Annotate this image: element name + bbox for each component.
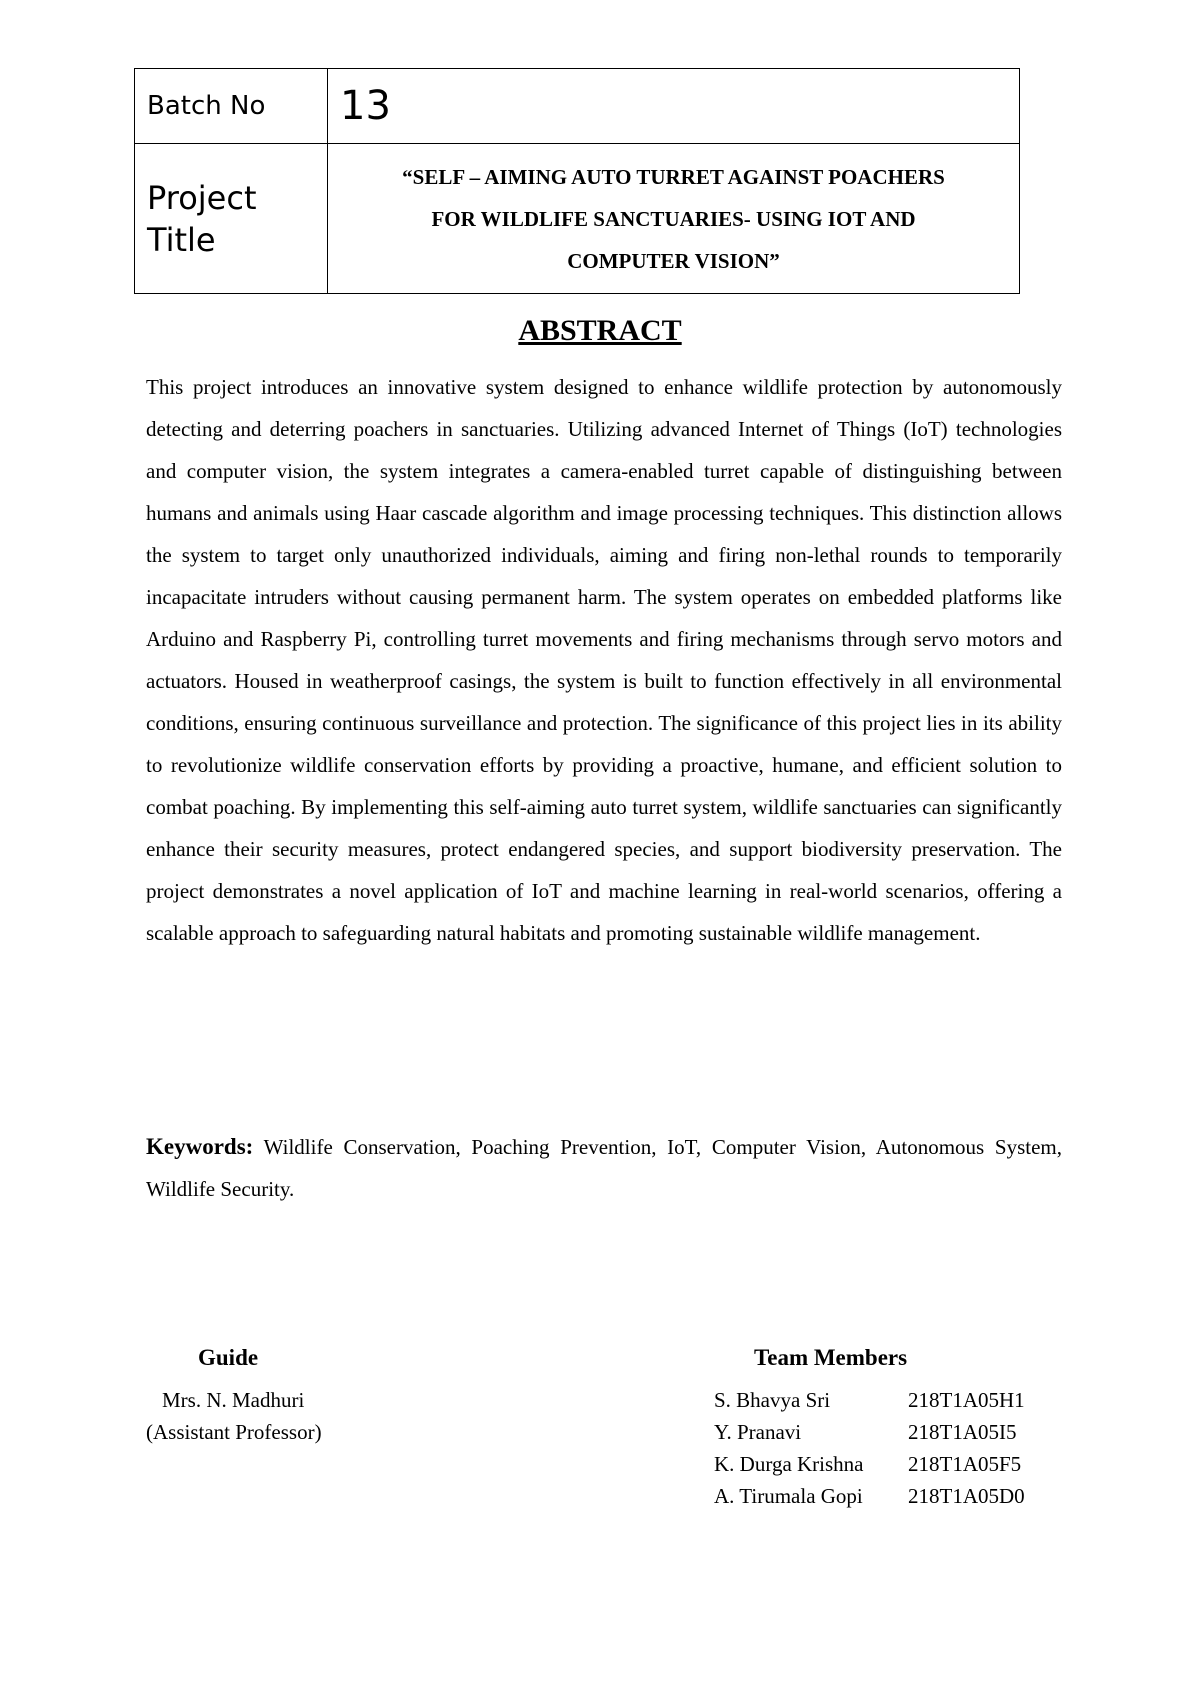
project-title-label-line1: Project	[147, 178, 257, 217]
member-roll-number: 218T1A05F5	[908, 1452, 1022, 1476]
guide-heading: Guide	[198, 1345, 259, 1370]
project-title	[328, 144, 1020, 294]
guide-section	[146, 1340, 446, 1448]
member-roll-number: 218T1A05D0	[908, 1484, 1025, 1508]
team-heading: Team Members	[754, 1345, 908, 1370]
member-name: S. Bhavya Sri	[714, 1388, 831, 1412]
keywords-text: Wildlife Conservation, Poaching Prevention, IoT, Computer Vision, Autonomous System, Wildlife Security.	[146, 1135, 1062, 1201]
member-roll-number: 218T1A05H1	[908, 1388, 1025, 1412]
team-member-row	[714, 1384, 1074, 1416]
project-title-line3: COMPUTER VISION”	[567, 248, 780, 273]
project-title-row	[135, 144, 1020, 294]
project-title-label	[135, 144, 328, 294]
project-title-line2: FOR WILDLIFE SANCTUARIES- USING IOT AND	[431, 206, 916, 231]
team-member-row	[714, 1448, 1074, 1480]
team-section	[714, 1340, 1074, 1512]
keywords-paragraph	[146, 1126, 1062, 1210]
batch-label: Batch No	[147, 91, 266, 121]
member-name: Y. Pranavi	[714, 1420, 802, 1444]
project-info-table	[134, 68, 1020, 294]
team-list	[714, 1384, 1074, 1512]
keywords-label: Keywords:	[146, 1134, 254, 1159]
guide-name: Mrs. N. Madhuri	[162, 1388, 305, 1412]
abstract-heading: ABSTRACT	[518, 314, 682, 347]
project-title-line1: “SELF – AIMING AUTO TURRET AGAINST POACHERS	[402, 164, 945, 189]
batch-row	[135, 69, 1020, 144]
member-name: K. Durga Krishna	[714, 1452, 864, 1476]
batch-label-cell	[135, 69, 328, 144]
team-member-row	[714, 1416, 1074, 1448]
batch-number: 13	[328, 69, 1020, 144]
team-member-row	[714, 1480, 1074, 1512]
member-roll-number: 218T1A05I5	[908, 1420, 1017, 1444]
guide-role: (Assistant Professor)	[146, 1420, 322, 1444]
project-title-label-line2: Title	[147, 220, 216, 259]
abstract-body: This project introduces an innovative system designed to enhance wildlife protection by autonomously detecting and deterring poachers in sanctuaries. Utilizing advanced Internet of Things (IoT) technologies and computer vision, the system integrates a camera-enabled turret capable of distinguishing between humans and animals using Haar cascade algorithm and image processing techniques. This distinction allows the system to target only unauthorized individuals, aiming and firing non-lethal rounds to temporarily incapacitate intruders without causing permanent harm. The system operates on embedded platforms like Arduino and Raspberry Pi, controlling turret movements and firing mechanisms through servo motors and actuators. Housed in weatherproof casings, the system is built to function effectively in all environmental conditions, ensuring continuous surveillance and protection. The significance of this project lies in its ability to revolutionize wildlife conservation efforts by providing a proactive, humane, and efficient solution to combat poaching. By implementing this self-aiming auto turret system, wildlife sanctuaries can significantly enhance their security measures, protect endangered species, and support biodiversity preservation. The project demonstrates a novel application of IoT and machine learning in real-world scenarios, offering a scalable approach to safeguarding natural habitats and promoting sustainable wildlife management.	[146, 375, 1062, 945]
member-name: A. Tirumala Gopi	[714, 1484, 863, 1508]
